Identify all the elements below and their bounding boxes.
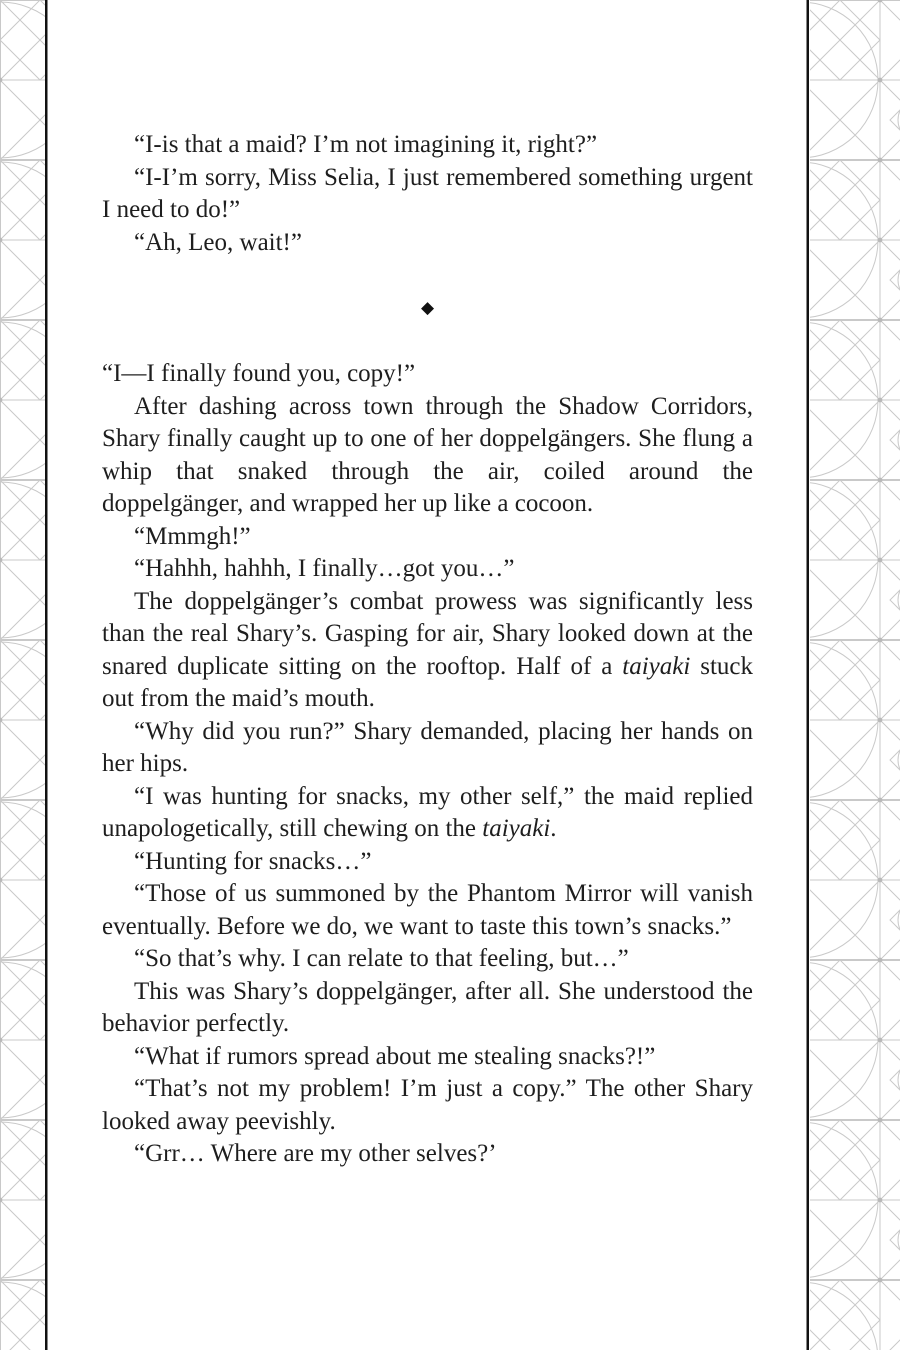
paragraph: This was Shary’s doppelgänger, after all. She understood the behavior perfectly. <box>102 977 753 1037</box>
diamond-separator-icon: ◆ <box>420 298 435 318</box>
scene-2 <box>102 358 753 1171</box>
paragraph: “Grr… Where are my other selves?’ <box>134 1140 497 1167</box>
scene-break <box>102 259 753 358</box>
paragraph: “I—I finally found you, copy!” <box>102 360 416 387</box>
paragraph: “Ah, Leo, wait!” <box>134 228 302 256</box>
text-column <box>102 129 753 1171</box>
left-border-ornament <box>0 0 45 1350</box>
scene-1 <box>102 129 753 259</box>
paragraph: “That’s not my problem! I’m just a copy.” The other Shary looked away peevishly. <box>102 1075 753 1135</box>
right-border-rule <box>807 0 810 1350</box>
paragraph: “Hahhh, hahhh, I finally…got you…” <box>134 555 515 582</box>
paragraph: “I-I’m sorry, Miss Selia, I just remembered something urgent I need to do!” <box>102 163 753 223</box>
left-border-rule <box>45 0 48 1350</box>
paragraph: The doppelgänger’s combat prowess was significantly less than the real Shary’s. Gasping for air, Shary looked down at the snared duplicate sitting on the rooftop. Half of a taiyaki stuck out from the maid’s mouth. <box>102 587 753 712</box>
paragraph: “Why did you run?” Shary demanded, placing her hands on her hips. <box>102 717 753 777</box>
paragraph: “Those of us summoned by the Phantom Mirror will vanish eventually. Before we do, we want to taste this town’s snacks.” <box>102 880 753 940</box>
paragraph: “I was hunting for snacks, my other self,” the maid replied unapologetically, still chewing on the taiyaki. <box>102 782 753 842</box>
paragraph: “What if rumors spread about me stealing snacks?!” <box>134 1042 656 1070</box>
paragraph: “Hunting for snacks…” <box>134 847 372 875</box>
right-border-ornament <box>810 0 900 1350</box>
paragraph: After dashing across town through the Shadow Corridors, Shary finally caught up to one of her doppelgängers. She flung a whip that snaked through the air, coiled around the doppelgänger, and wrapped her up like a cocoon. <box>102 392 753 517</box>
paragraph: “Mmmgh!” <box>134 522 251 550</box>
paragraph: “I-is that a maid? I’m not imagining it, right?” <box>134 131 598 158</box>
paragraph: “So that’s why. I can relate to that feeling, but…” <box>134 945 629 972</box>
